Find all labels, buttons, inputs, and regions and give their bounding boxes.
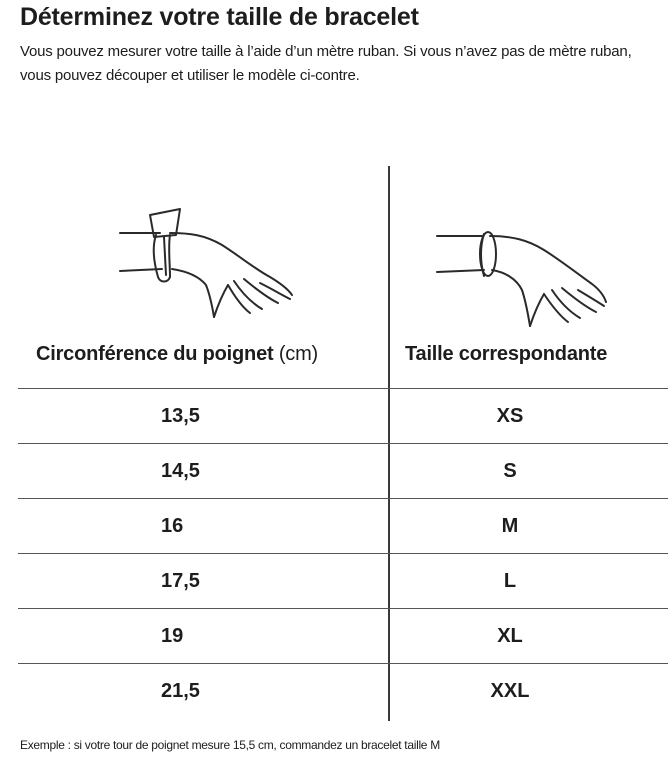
column-header-size: Taille correspondante bbox=[405, 343, 608, 365]
intro-text: Vous pouvez mesurer votre taille à l’aide d’un mètre ruban. Si vous n’avez pas de mètre ruban, vous pouvez découper et utiliser le modèle ci-contre. bbox=[20, 43, 632, 84]
table-row bbox=[18, 554, 668, 609]
table-row bbox=[18, 609, 668, 664]
table-row bbox=[18, 388, 668, 444]
hand-with-bracelet-icon bbox=[432, 220, 612, 330]
circumference-cell: 17,5 bbox=[161, 570, 200, 592]
page-title: Déterminez votre taille de bracelet bbox=[20, 3, 419, 31]
unit-label: (cm) bbox=[278, 343, 318, 365]
size-cell: S bbox=[503, 460, 517, 482]
circumference-cell: 16 bbox=[161, 515, 184, 537]
size-cell: L bbox=[503, 570, 517, 592]
example-note: Exemple : si votre tour de poignet mesure 15,5 cm, commandez un bracelet taille M bbox=[20, 738, 440, 752]
circumference-cell: 19 bbox=[161, 625, 184, 647]
table-row bbox=[18, 499, 668, 554]
table-row bbox=[18, 444, 668, 499]
size-cell: XS bbox=[496, 405, 524, 427]
size-table bbox=[18, 388, 668, 718]
table-row bbox=[18, 664, 668, 718]
circumference-cell: 14,5 bbox=[161, 460, 200, 482]
column-header-circumference bbox=[36, 343, 318, 366]
hand-measuring-tape-icon bbox=[110, 205, 300, 325]
size-cell: M bbox=[501, 515, 519, 537]
size-cell: XL bbox=[497, 625, 523, 647]
circumference-cell: 21,5 bbox=[161, 680, 200, 702]
circumference-label: Circonférence du poignet bbox=[36, 343, 274, 365]
size-cell: XXL bbox=[490, 680, 530, 702]
circumference-cell: 13,5 bbox=[161, 405, 200, 427]
